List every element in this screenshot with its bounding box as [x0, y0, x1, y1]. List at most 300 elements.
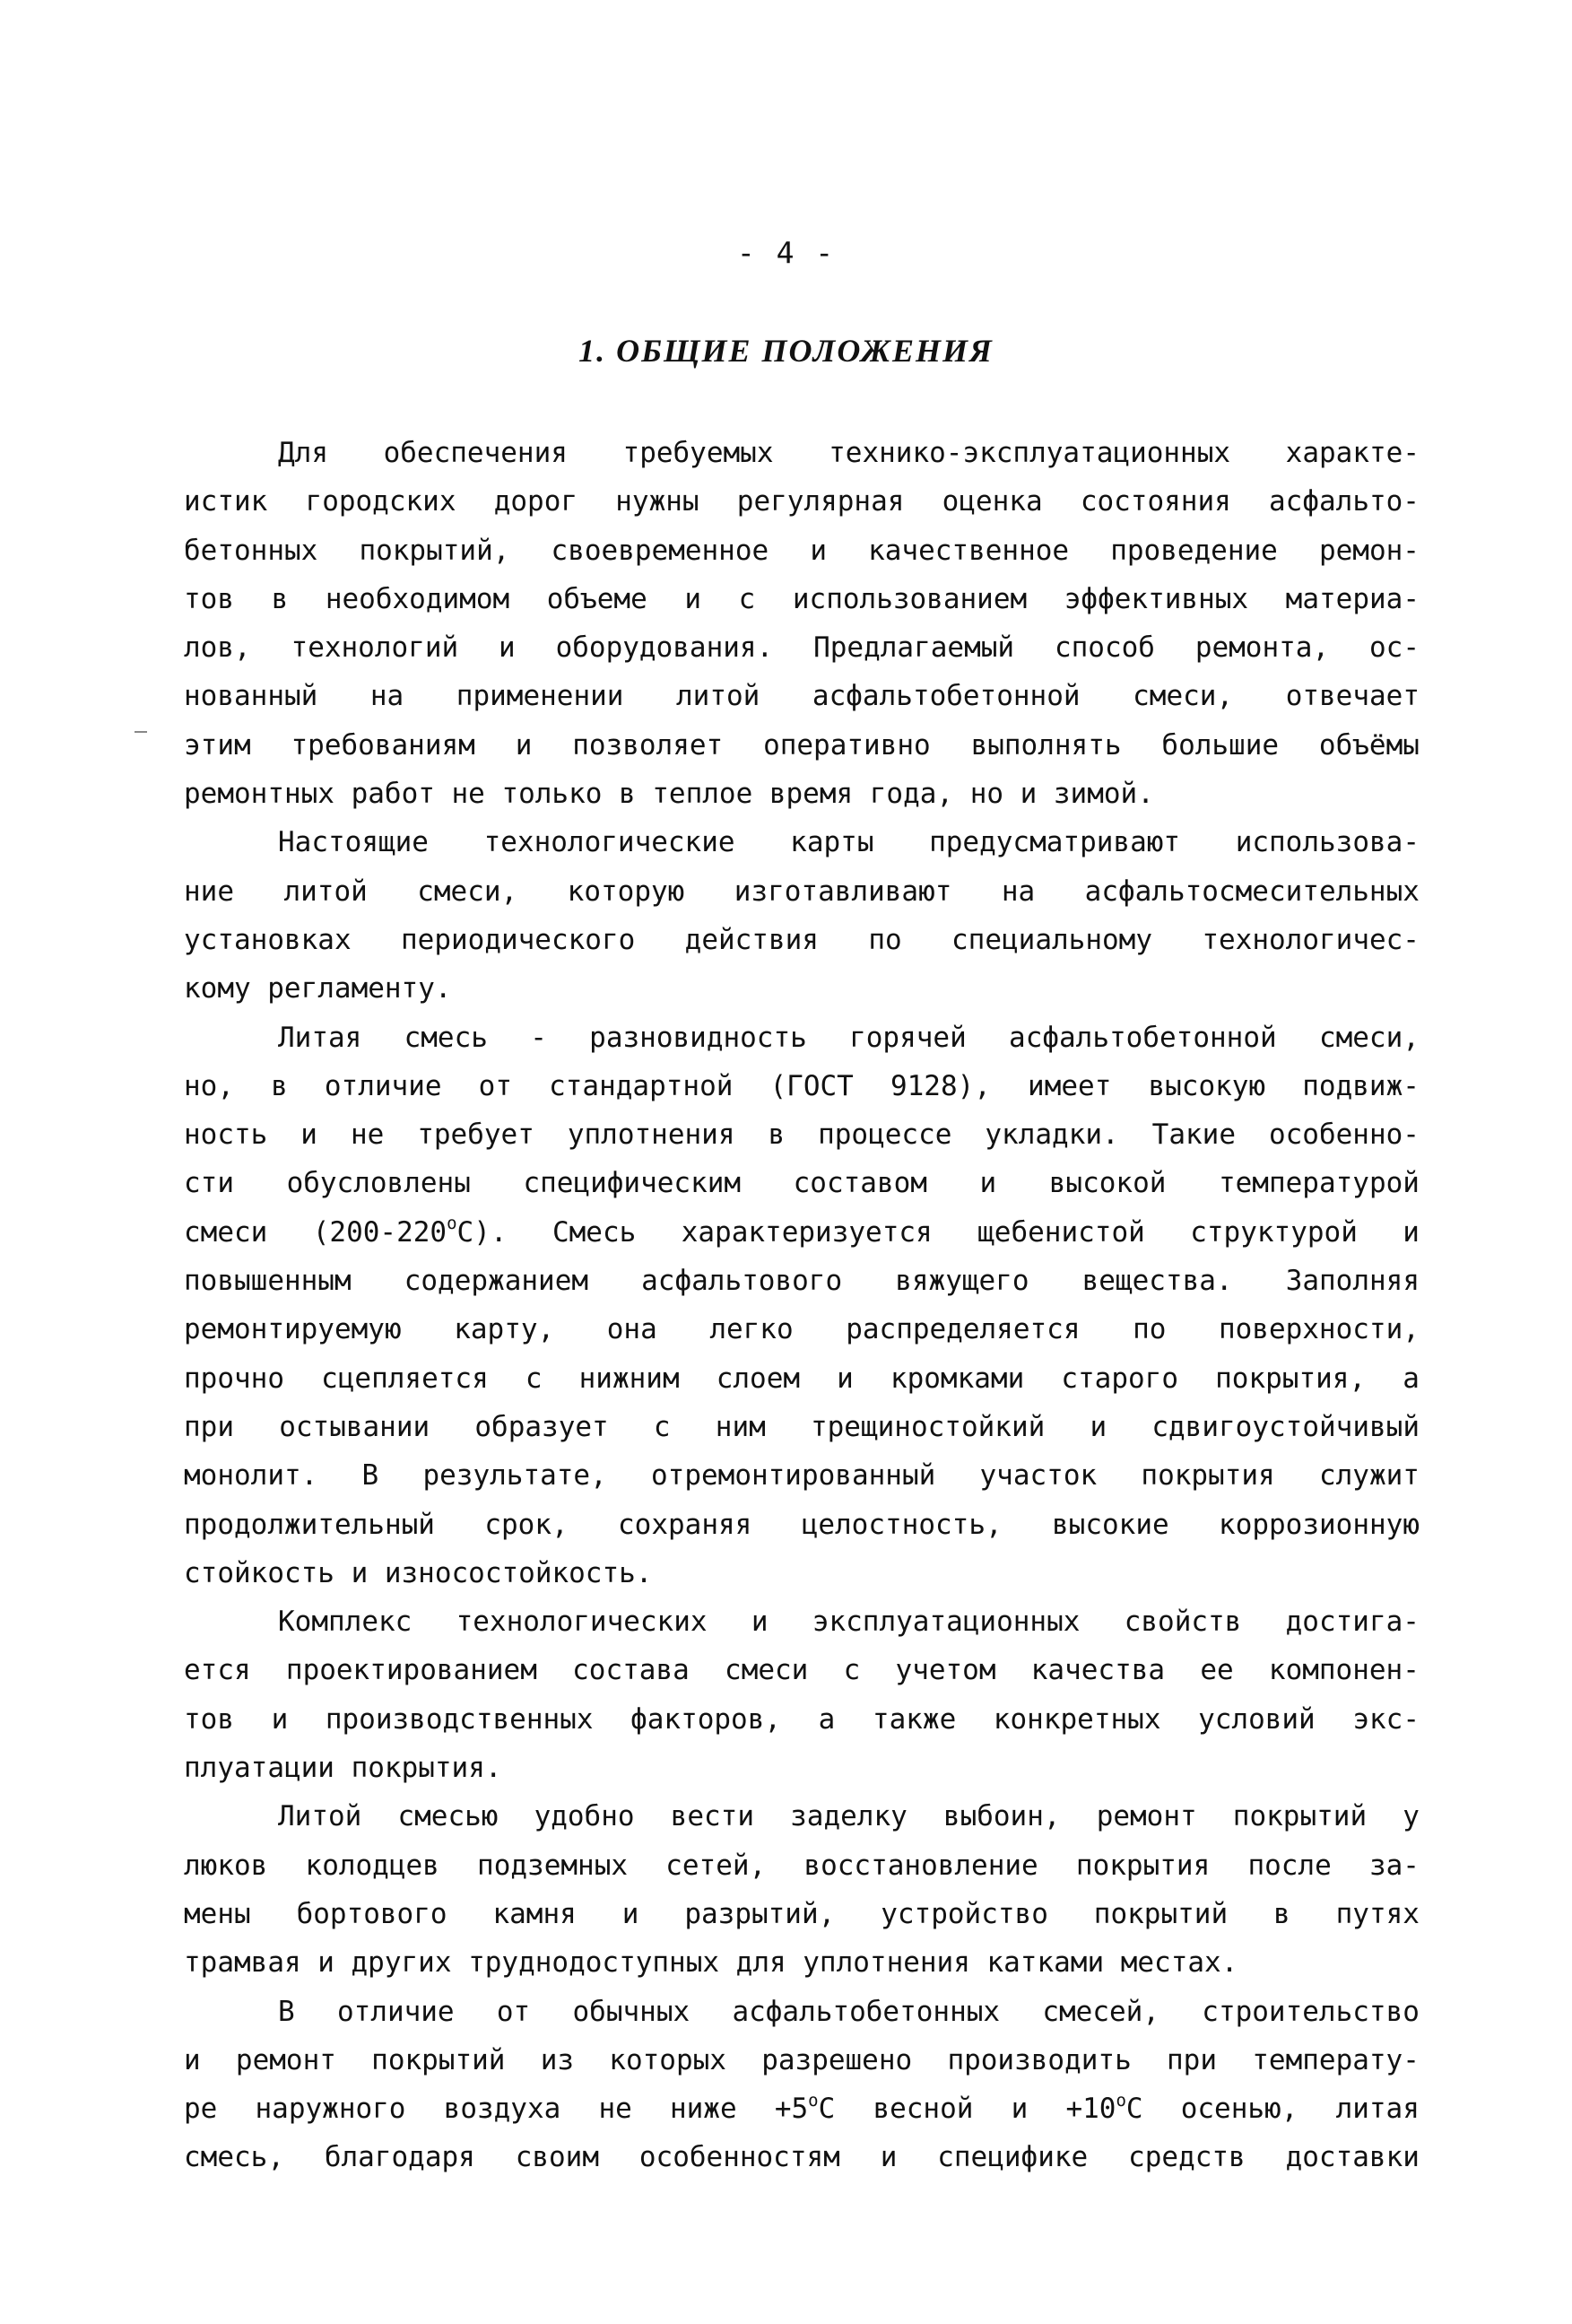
word: технико-эксплуатационных — [829, 437, 1231, 469]
degree-mark: o — [447, 1214, 457, 1234]
word: ним — [715, 1410, 766, 1443]
word: и — [810, 534, 827, 567]
word: распределяется — [846, 1313, 1081, 1346]
text-line — [184, 1501, 1420, 1549]
word: свойств — [1124, 1606, 1242, 1639]
word: наружного — [255, 2093, 406, 2126]
section-title: 1. ОБЩИЕ ПОЛОЖЕНИЯ — [578, 333, 994, 369]
word: она — [606, 1313, 657, 1346]
word: отремонтированный — [651, 1459, 936, 1493]
text-line — [184, 1792, 1420, 1841]
word: износостойкость. — [384, 1556, 653, 1589]
word: подвиж- — [1302, 1069, 1420, 1102]
word: асфальтобетонной — [1009, 1021, 1277, 1054]
word: компонен- — [1268, 1654, 1420, 1687]
word: использованием — [792, 582, 1028, 615]
word: предусматривают — [929, 826, 1181, 859]
word: качества — [1030, 1654, 1166, 1687]
word: выполнять — [970, 728, 1122, 762]
word: смесей, — [1042, 1995, 1159, 2028]
word: продолжительный — [184, 1508, 435, 1541]
word: объеме — [546, 582, 647, 615]
word: Комплекс — [278, 1606, 413, 1639]
word: имеет — [1028, 1069, 1112, 1102]
word: ремонт — [1096, 1800, 1197, 1833]
word: и — [499, 631, 516, 665]
word: из — [540, 2043, 575, 2076]
word: заделку — [790, 1800, 908, 1833]
word: Такие — [1151, 1118, 1236, 1152]
word: образует — [474, 1410, 609, 1443]
word: технологий — [291, 631, 459, 665]
word: требованиям — [291, 728, 475, 762]
text-line — [184, 1110, 1420, 1159]
text-line — [184, 1744, 1420, 1792]
word: установках — [184, 923, 352, 956]
degree-mark: o — [1116, 2090, 1126, 2111]
word: асфальтобетонных — [732, 1995, 1001, 2028]
word: и — [515, 728, 533, 762]
word: с — [738, 582, 756, 615]
word: материа- — [1285, 582, 1420, 615]
word: производить — [947, 2043, 1132, 2076]
word: качественное — [868, 534, 1070, 567]
word: своевременное — [551, 534, 769, 567]
word: структурой — [1190, 1215, 1358, 1249]
text-line — [184, 1354, 1420, 1403]
word: требуемых — [622, 437, 774, 469]
word: литой — [283, 875, 368, 908]
word: $+5^oС$ — [774, 2090, 836, 2126]
word: камня — [492, 1897, 577, 1930]
word: регламенту. — [267, 972, 452, 1005]
word: периодического — [401, 923, 636, 956]
word: бортового — [296, 1897, 447, 1930]
word: требует — [417, 1118, 534, 1152]
word: ниже — [669, 2093, 737, 2126]
word: эффективных — [1064, 582, 1249, 615]
word: В — [361, 1459, 379, 1493]
word: учетом — [895, 1654, 996, 1687]
word: не — [350, 1118, 385, 1152]
text-line — [184, 1451, 1420, 1500]
text-line — [184, 1890, 1420, 1938]
word: щебенистой — [977, 1215, 1145, 1249]
word: покрытий — [1093, 1897, 1229, 1930]
word: время — [769, 778, 854, 811]
text-line — [184, 1208, 1420, 1257]
word: в — [271, 582, 289, 615]
word: не — [451, 778, 485, 811]
paragraph — [184, 1792, 1420, 1987]
word: покрытия — [1075, 1849, 1211, 1882]
word: характе- — [1285, 437, 1420, 469]
word: экс- — [1352, 1702, 1420, 1736]
word: ремонт — [235, 2043, 336, 2076]
word: асфальтового — [641, 1265, 843, 1298]
text-line — [184, 1841, 1420, 1890]
word: сцепляется — [321, 1362, 489, 1395]
word: с — [653, 1410, 671, 1443]
word: факторов, — [630, 1702, 782, 1736]
word: ется — [184, 1654, 251, 1687]
word: для — [735, 1946, 786, 1980]
word: коррозионную — [1219, 1508, 1420, 1541]
word: истик — [184, 485, 268, 518]
word: выбоин, — [942, 1800, 1061, 1833]
word: Смесь — [552, 1215, 637, 1249]
word: трещиностойкий — [810, 1410, 1046, 1443]
word: ремонтируемую — [184, 1313, 402, 1346]
word: разновидность — [589, 1021, 807, 1054]
word: литая — [1335, 2093, 1420, 2126]
word: производственных — [325, 1702, 594, 1736]
word: средств — [1128, 2141, 1246, 2174]
word: катками — [986, 1946, 1105, 1980]
word: нованный — [184, 680, 318, 713]
word: изготавливают — [734, 875, 952, 908]
word: но — [969, 778, 1004, 811]
word: на — [1001, 875, 1036, 908]
word: работ — [351, 778, 435, 811]
word: (ГОСТ — [769, 1069, 854, 1102]
word: укладки. — [985, 1118, 1119, 1152]
word: технологических — [456, 1606, 708, 1639]
text-line — [184, 1014, 1420, 1062]
word: срок, — [484, 1508, 569, 1541]
word: теплое — [652, 778, 753, 811]
word: смеси, — [1318, 1021, 1420, 1054]
word: сти — [184, 1167, 234, 1200]
degree-mark: o — [808, 2090, 819, 2111]
word: от — [478, 1069, 512, 1102]
word: городских — [305, 485, 456, 518]
word: сдвигоустойчивый — [1151, 1410, 1420, 1443]
word: весной — [873, 2093, 974, 2126]
word: технологические — [483, 826, 735, 859]
word: сетей, — [665, 1849, 767, 1882]
word: легко — [709, 1313, 794, 1346]
text-line — [184, 1988, 1420, 2036]
text-line — [184, 964, 1420, 1013]
word: обычных — [572, 1995, 690, 2028]
text-line — [184, 867, 1420, 916]
text-line — [184, 2085, 1420, 2133]
word: и — [351, 1556, 369, 1589]
word: которых — [609, 2043, 726, 2076]
word: на — [369, 680, 404, 713]
word: местах. — [1120, 1946, 1238, 1980]
word: условий — [1198, 1702, 1316, 1736]
word: содержанием — [404, 1265, 589, 1298]
word: сохраняя — [618, 1508, 752, 1541]
word: смесь, — [184, 2141, 284, 2174]
word: технологичес- — [1202, 923, 1420, 956]
word: использова- — [1235, 826, 1420, 859]
word: асфальтосмесительных — [1084, 875, 1420, 908]
paragraph — [184, 1597, 1420, 1792]
word: также — [872, 1702, 957, 1736]
word: смеси — [725, 1654, 809, 1687]
word: действия — [684, 923, 819, 956]
word: температу- — [1252, 2043, 1420, 2076]
word: мены — [184, 1897, 251, 1930]
text-line — [184, 1403, 1420, 1451]
text-line — [184, 818, 1420, 866]
word: асфальтобетонной — [812, 680, 1081, 713]
word: кромками — [890, 1362, 1025, 1395]
word: особенностям — [638, 2141, 840, 2174]
text-line — [184, 1257, 1420, 1305]
paragraph — [184, 818, 1420, 1013]
word: состояния — [1080, 485, 1231, 518]
word: повышенным — [184, 1265, 352, 1298]
paragraph — [184, 1014, 1420, 1598]
word: смесь — [404, 1021, 488, 1054]
paragraph — [184, 1988, 1420, 2182]
word: удобно — [534, 1800, 635, 1833]
word: покрытия — [1141, 1459, 1275, 1493]
word: которую — [567, 875, 685, 908]
word: смеси, — [417, 875, 518, 908]
word: $+10^oС$ — [1065, 2090, 1143, 2126]
word: температурой — [1218, 1167, 1420, 1200]
word: разрытий, — [684, 1897, 836, 1930]
word: вещества. — [1081, 1265, 1233, 1298]
word: в — [1273, 1897, 1290, 1930]
word: покрытия, — [1215, 1362, 1367, 1395]
word: путях — [1335, 1897, 1420, 1930]
word: стойкость — [184, 1556, 334, 1589]
word: за- — [1368, 1849, 1420, 1882]
word: благодаря — [324, 2141, 475, 2174]
word: стандартной — [549, 1069, 734, 1102]
word: и — [880, 2141, 898, 2174]
word: и — [621, 1897, 639, 1930]
word: результате, — [422, 1459, 607, 1493]
word: ремонтных — [184, 778, 334, 811]
text-line — [184, 1938, 1420, 1987]
text-line — [184, 1062, 1420, 1110]
word: осенью, — [1180, 2093, 1298, 2126]
word: смеси — [184, 1215, 268, 1249]
text-line — [184, 477, 1420, 526]
text-line — [184, 721, 1420, 770]
word: оценка — [942, 485, 1043, 518]
word: и — [684, 582, 702, 615]
word: обусловлены — [286, 1167, 471, 1200]
word: в — [271, 1069, 288, 1102]
word: бетонных — [184, 534, 318, 567]
word: труднодоступных — [468, 1946, 720, 1980]
text-line — [184, 672, 1420, 720]
word: устройство — [881, 1897, 1048, 1930]
word: и — [184, 2043, 201, 2076]
word: других — [351, 1946, 452, 1980]
word: а — [1403, 1362, 1420, 1395]
text-line — [184, 1159, 1420, 1207]
word: Заполняя — [1285, 1265, 1420, 1298]
word: в — [768, 1118, 786, 1152]
word: и — [1011, 2093, 1029, 2126]
word: ность — [184, 1118, 268, 1152]
word: карты — [790, 826, 874, 859]
word: В — [278, 1995, 295, 2028]
word: и — [751, 1606, 769, 1639]
word: и — [300, 1118, 317, 1152]
word: этим — [184, 728, 251, 762]
word: старого — [1061, 1362, 1179, 1395]
word: вяжущего — [895, 1265, 1029, 1298]
word: регулярная — [736, 485, 905, 518]
word: характеризуется — [681, 1215, 933, 1249]
word: высокую — [1148, 1069, 1266, 1102]
word: высокие — [1052, 1508, 1169, 1541]
word: и — [317, 1946, 334, 1980]
text-line — [184, 916, 1420, 964]
word: уплотнения — [567, 1118, 735, 1152]
word: смесью — [397, 1800, 499, 1833]
word: оборудования. — [555, 631, 774, 665]
text-line — [184, 1597, 1420, 1646]
word: специфическим — [523, 1167, 742, 1200]
text-line — [184, 2133, 1420, 2181]
word: ос- — [1369, 631, 1420, 665]
word: Литой — [278, 1800, 362, 1833]
word: способ — [1054, 631, 1155, 665]
word: у — [1403, 1800, 1420, 1833]
text-line — [184, 1549, 1420, 1597]
word: (200-220$^o$С). — [312, 1214, 508, 1249]
word: Настоящие — [278, 826, 429, 859]
word: строительство — [1202, 1995, 1420, 2028]
word: особенно- — [1268, 1118, 1420, 1152]
word: люков — [184, 1849, 268, 1882]
word: воздуха — [443, 2093, 561, 2126]
word: восстановление — [803, 1849, 1038, 1882]
word: ре — [184, 2093, 218, 2126]
word: года, — [869, 778, 954, 811]
word: вести — [670, 1800, 754, 1833]
word: доставки — [1285, 2141, 1420, 2174]
word: подземных — [477, 1849, 629, 1882]
word: только — [501, 778, 603, 811]
word: своим — [515, 2141, 600, 2174]
word: нужны — [615, 485, 699, 518]
word: кому — [184, 972, 251, 1005]
word: и — [1020, 778, 1038, 811]
word: тов — [184, 582, 234, 615]
word: от — [496, 1995, 531, 2028]
text-line — [184, 429, 1420, 477]
word: применении — [456, 680, 624, 713]
word: слоем — [716, 1362, 801, 1395]
text-line — [184, 623, 1420, 672]
word: Предлагаемый — [813, 631, 1015, 665]
word: обеспечения — [383, 437, 568, 469]
word: покрытий, — [359, 534, 510, 567]
word: с — [843, 1654, 861, 1687]
word: и — [271, 1702, 289, 1736]
word: смеси, — [1133, 680, 1234, 713]
word: позволяет — [572, 728, 724, 762]
word: целостность, — [801, 1508, 1003, 1541]
word: по — [1133, 1313, 1167, 1346]
word: ремон- — [1318, 534, 1420, 567]
word: Для — [278, 437, 328, 469]
margin-mark — [135, 731, 147, 733]
text-line — [184, 2036, 1420, 2085]
word: литой — [676, 680, 760, 713]
word: асфальто- — [1269, 485, 1420, 518]
word: и — [1403, 1215, 1420, 1249]
word: остывании — [279, 1410, 430, 1443]
word: горячей — [849, 1021, 967, 1054]
text-line — [184, 770, 1420, 818]
word: ремонта, — [1194, 631, 1330, 665]
word: процессе — [818, 1118, 952, 1152]
word: нижним — [578, 1362, 680, 1395]
text-line — [184, 1695, 1420, 1744]
word: тов — [184, 1702, 234, 1736]
word: после — [1247, 1849, 1332, 1882]
word: объёмы — [1318, 728, 1420, 762]
text-line — [184, 527, 1420, 575]
word: необходимом — [325, 582, 510, 615]
word: высокой — [1048, 1167, 1167, 1200]
word: при — [184, 1410, 234, 1443]
word: оперативно — [763, 728, 931, 762]
word: ее — [1200, 1654, 1234, 1687]
word: большие — [1161, 728, 1280, 762]
word: составом — [793, 1167, 927, 1200]
word: эксплуатационных — [812, 1606, 1081, 1639]
word: специальному — [951, 923, 1152, 956]
word: в — [619, 778, 636, 811]
text-line — [184, 1305, 1420, 1353]
word: конкретных — [993, 1702, 1161, 1736]
word: отличие — [324, 1069, 442, 1102]
word: ние — [184, 875, 234, 908]
word: плуатации — [184, 1752, 334, 1785]
word: поверхности, — [1218, 1313, 1420, 1346]
word: разрешено — [761, 2043, 913, 2076]
word: не — [598, 2093, 632, 2126]
word: и — [837, 1362, 854, 1395]
word: Литая — [278, 1021, 362, 1054]
word: но, — [184, 1069, 234, 1102]
word: и — [979, 1167, 997, 1200]
word: зимой. — [1053, 778, 1154, 811]
word: дорог — [493, 485, 578, 518]
page-number: - 4 - — [736, 235, 836, 270]
text-line — [184, 575, 1420, 623]
word: - — [530, 1021, 547, 1054]
word: а — [818, 1702, 836, 1736]
word: монолит. — [184, 1459, 318, 1493]
word: с — [525, 1362, 543, 1395]
word: колодцев — [305, 1849, 439, 1882]
word: покрытий — [1232, 1800, 1368, 1833]
word: служит — [1318, 1459, 1420, 1493]
word: покрытий — [371, 2043, 506, 2076]
word: проведение — [1110, 534, 1278, 567]
word: достига- — [1285, 1606, 1420, 1639]
word: карту, — [454, 1313, 555, 1346]
word: состава — [572, 1654, 690, 1687]
word: уплотнения — [803, 1946, 970, 1980]
word: 9128), — [890, 1069, 991, 1102]
